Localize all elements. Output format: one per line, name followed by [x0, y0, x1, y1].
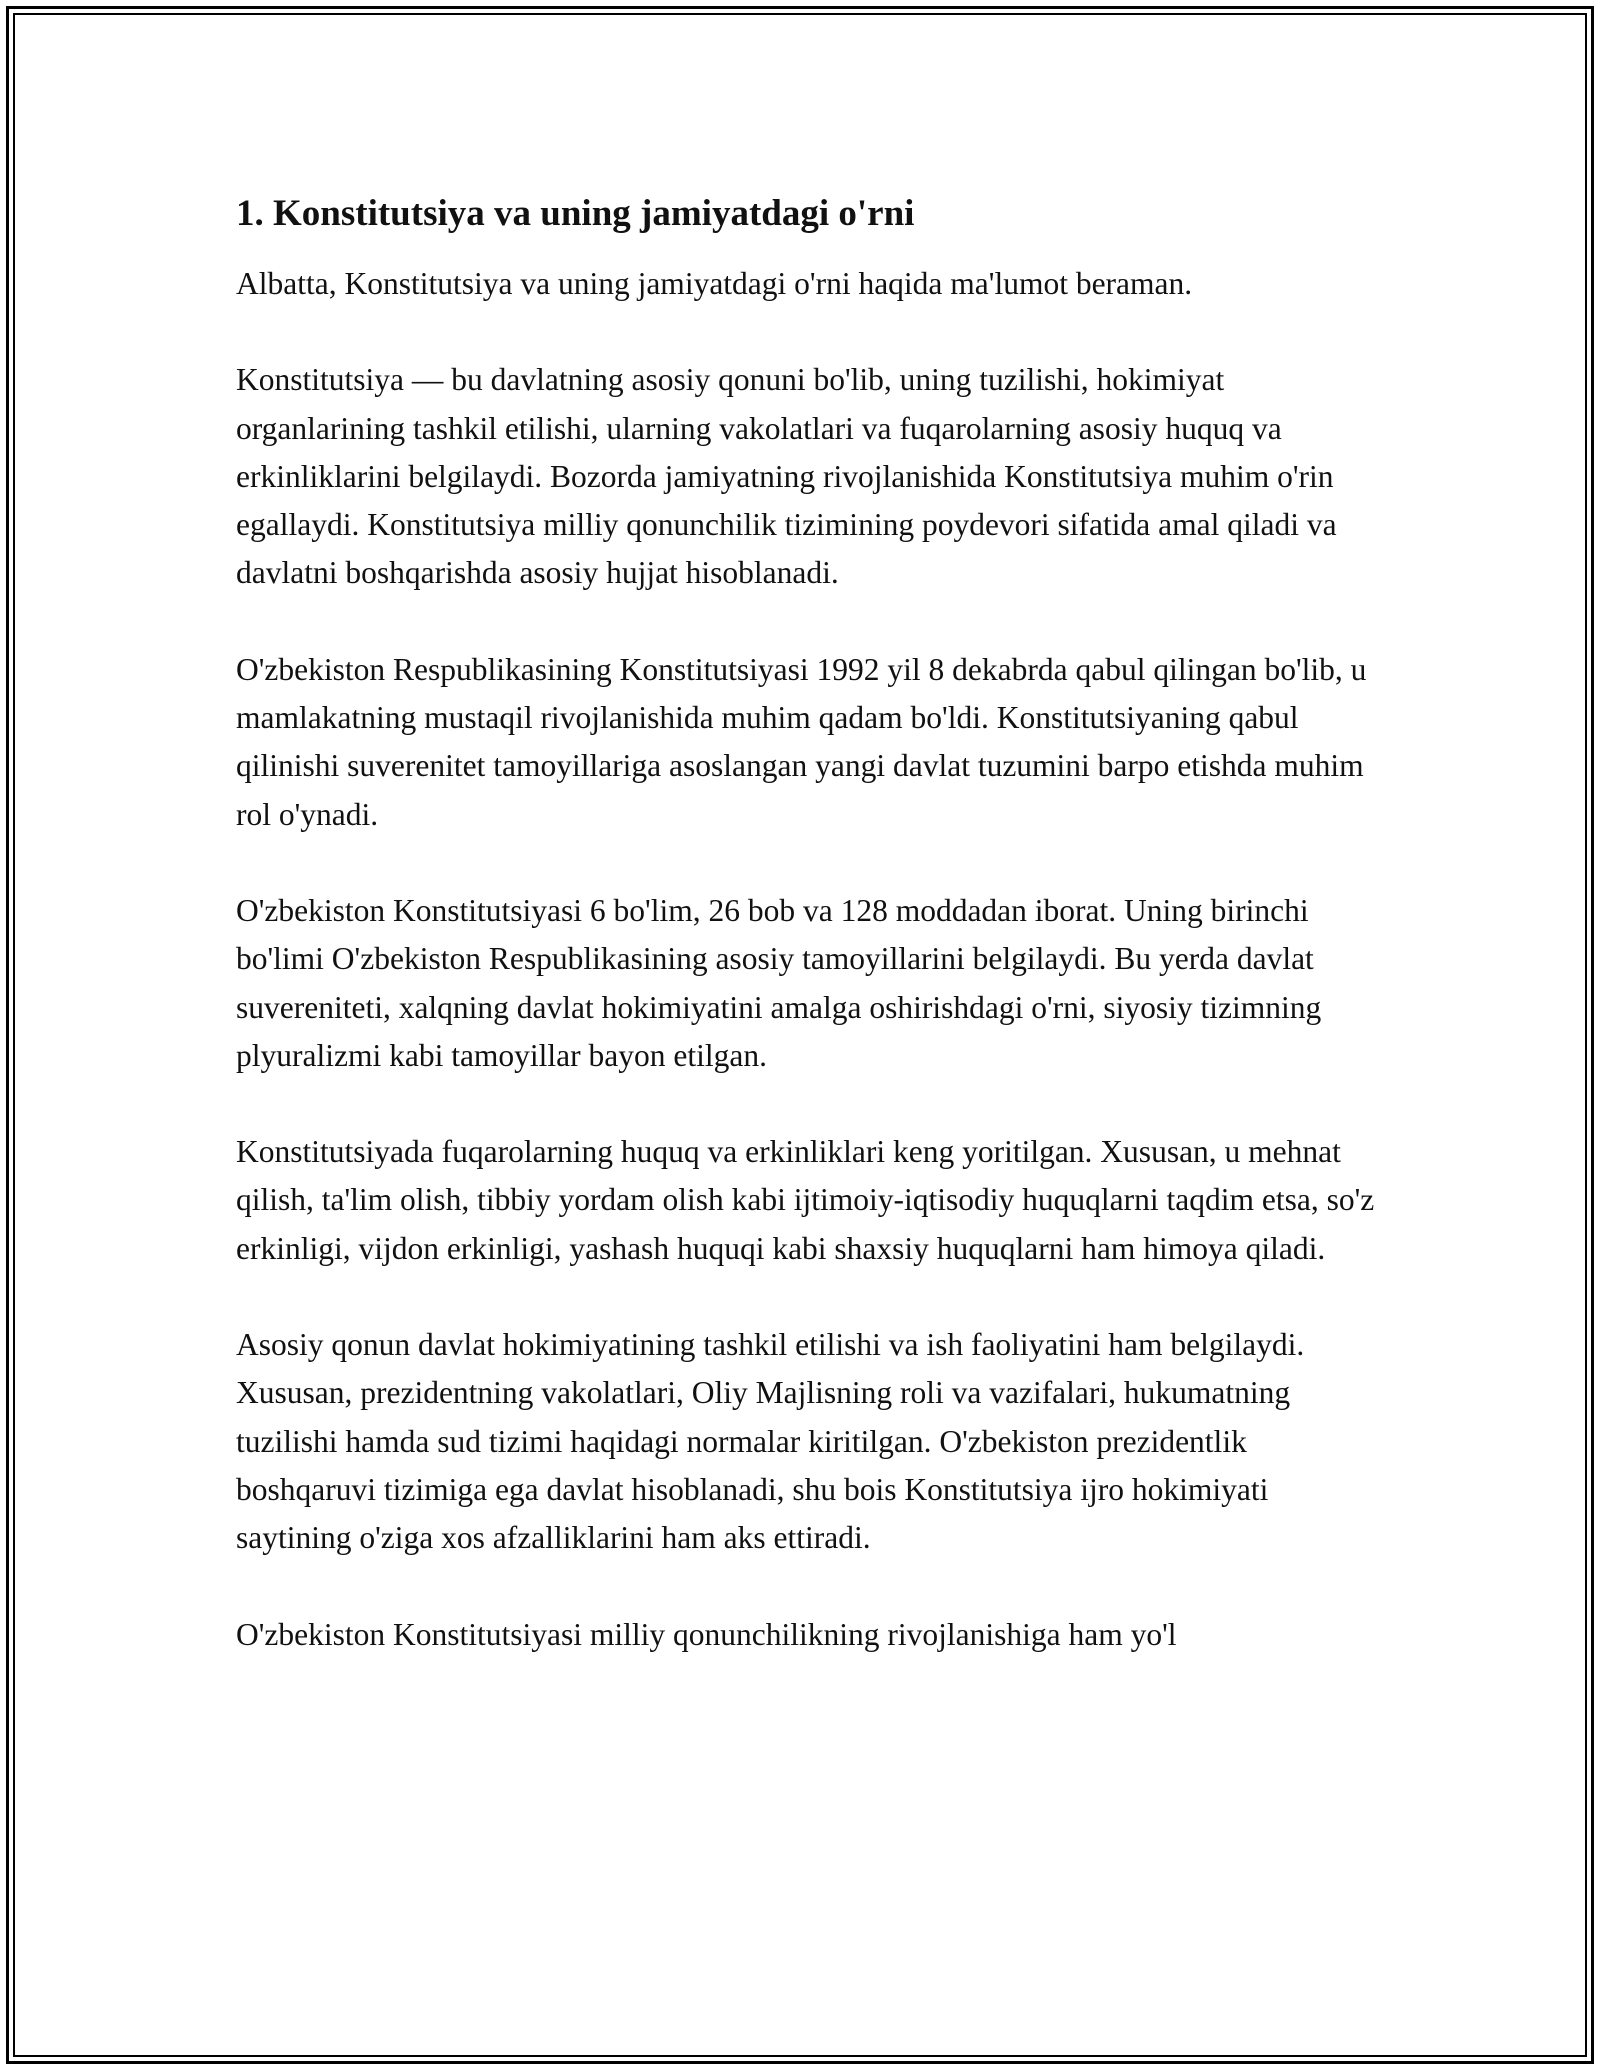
section-heading: 1. Konstitutsiya va uning jamiyatdagi o'rni [236, 193, 915, 234]
paragraph: Konstitutsiya — bu davlatning asosiy qonuni bo'lib, uning tuzilishi, hokimiyat organlarining tashkil etilishi, ularning vakolatlari va fuqarolarning asosiy huquq va erkinliklarini belgilaydi. Bozorda jamiyatning rivojlanishida Konstitutsiya muhim o'rin egallaydi. Konstitutsiya milliy qonunchilik tizimining poydevori sifatida amal qiladi va davlatni boshqarishda asosiy hujjat hisoblanadi. [236, 362, 1337, 591]
paragraph: Albatta, Konstitutsiya va uning jamiyatdagi o'rni haqida ma'lumot beraman. [236, 266, 1193, 301]
paragraph: Asosiy qonun davlat hokimiyatining tashkil etilishi va ish faoliyatini ham belgilaydi. Xususan, prezidentning vakolatlari, Oliy Majlisning roli va vazifalari, hukumatning tuzilishi hamda sud tizimi haqidagi normalar kiritilgan. O'zbekiston prezidentlik boshqaruvi tizimiga ega davlat hisoblanadi, shu bois Konstitutsiya ijro hokimiyati saytining o'ziga xos afzalliklarini ham aks ettiradi. [236, 1327, 1305, 1556]
document-body [236, 190, 1376, 1707]
paragraph: O'zbekiston Konstitutsiyasi milliy qonunchilikning rivojlanishiga ham yo'l [236, 1616, 1177, 1652]
paragraph: Konstitutsiyada fuqarolarning huquq va erkinliklari keng yoritilgan. Xususan, u mehnat qilish, ta'lim olish, tibbiy yordam olish kabi ijtimoiy-iqtisodiy huquqlarni taqdim etsa, so'z erkinligi, vijdon erkinligi, yashash huquqi kabi shaxsiy huquqlarni ham himoya qiladi. [236, 1134, 1375, 1266]
paragraph: O'zbekiston Konstitutsiyasi 6 bo'lim, 26 bob va 128 moddadan iborat. Uning birinchi bo'limi O'zbekiston Respublikasining asosiy tamoyillarini belgilaydi. Bu yerda davlat suvereniteti, xalqning davlat hokimiyatini amalga oshirishdagi o'rni, siyosiy tizimning plyuralizmi kabi tamoyillar bayon etilgan. [236, 892, 1322, 1073]
paragraph: O'zbekiston Respublikasining Konstitutsiyasi 1992 yil 8 dekabrda qabul qilingan bo'lib, u mamlakatning mustaqil rivojlanishida muhim qadam bo'ldi. Konstitutsiyaning qabul qilinishi suverenitet tamoyillariga asoslangan yangi davlat tuzumini barpo etishda muhim rol o'ynadi. [236, 651, 1367, 832]
